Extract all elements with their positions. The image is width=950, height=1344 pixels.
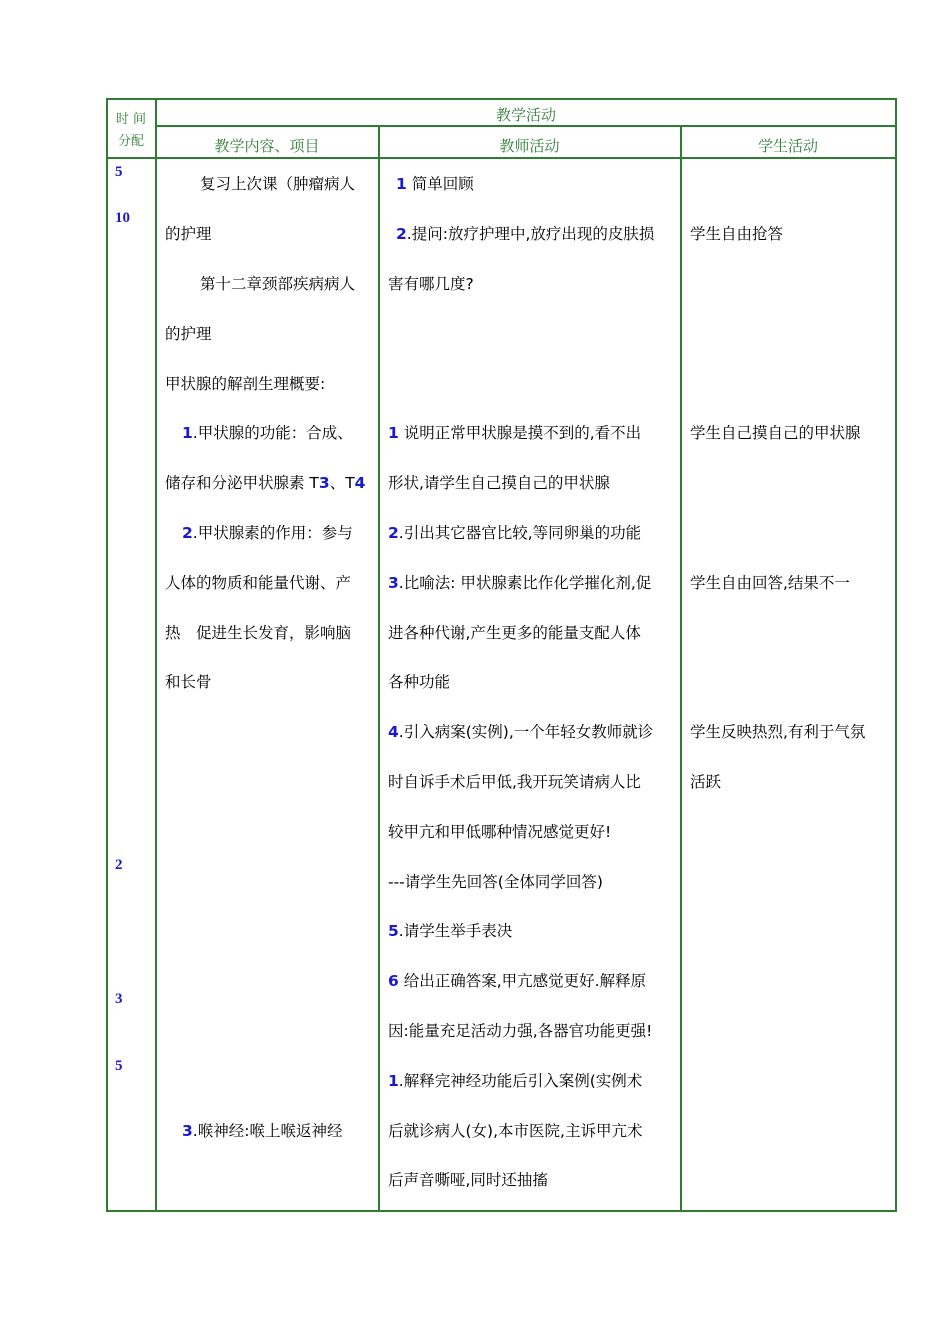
time-mark: 5: [115, 164, 123, 180]
teacher-line: ---请学生先回答(全体同学回答): [388, 873, 603, 891]
table-border-top: [106, 98, 897, 100]
time-mark: 5: [115, 1058, 123, 1074]
student-line: 活跃: [690, 773, 722, 791]
teacher-line: 1 说明正常甲状腺是摸不到的,看不出: [388, 424, 642, 442]
teacher-line: 1 简单回顾: [396, 175, 474, 193]
content-line: 人体的物质和能量代谢、产: [165, 574, 352, 592]
teacher-line: 形状,请学生自己摸自己的甲状腺: [388, 474, 610, 492]
content-line: 热 促进生长发育，影响脑: [165, 624, 352, 642]
teacher-line: 5.请学生举手表决: [388, 922, 513, 940]
content-line: 的护理: [165, 225, 212, 243]
time-header-line2: 分配: [117, 134, 144, 149]
teacher-line: 6 给出正确答案,甲亢感觉更好.解释原: [388, 972, 647, 990]
content-line: 的护理: [165, 325, 212, 343]
table-border-right: [895, 98, 897, 1212]
time-col-divider: [155, 98, 157, 1212]
teacher-line: 时自诉手术后甲低,我开玩笑请病人比: [388, 773, 641, 791]
content-line: 2.甲状腺素的作用：参与: [182, 524, 353, 542]
content-line: 甲状腺的解剖生理概要:: [165, 375, 326, 393]
time-header-line1: 时 间: [115, 112, 147, 127]
teacher-line: 各种功能: [388, 673, 451, 691]
student-line: 学生自由抢答: [690, 225, 784, 243]
teacher-line: 后就诊病人(女),本市医院,主诉甲亢术: [388, 1122, 643, 1140]
content-line: 和长骨: [165, 673, 212, 691]
header-bottom: [106, 157, 897, 159]
content-line: 第十二章颈部疾病病人: [200, 275, 356, 293]
student-col-header: 学生活动: [757, 137, 818, 155]
teacher-line: 2.提问:放疗护理中,放疗出现的皮肤损: [396, 225, 655, 243]
teacher-line: 1.解释完神经功能后引入案例(实例术: [388, 1072, 643, 1090]
teacher-line: 3.比喻法: 甲状腺素比作化学摧化剂,促: [388, 574, 652, 592]
time-mark: 3: [115, 991, 123, 1007]
header-divider: [156, 125, 897, 127]
content-col-divider: [378, 125, 380, 1212]
table-border-bottom: [106, 1210, 897, 1212]
student-line: 学生自由回答,结果不一: [690, 574, 850, 592]
table-border-left: [106, 98, 108, 1212]
content-line: 3.喉神经:喉上喉返神经: [182, 1122, 343, 1140]
teacher-line: 因:能量充足活动力强,各器官功能更强!: [388, 1022, 653, 1040]
teacher-col-header: 教师活动: [499, 137, 560, 155]
student-line: 学生反映热烈,有利于气氛: [690, 723, 866, 741]
teacher-line: 害有哪几度?: [388, 275, 474, 293]
content-line: 储存和分泌甲状腺素 T3、T4: [165, 474, 366, 492]
teacher-col-divider: [680, 125, 682, 1212]
teacher-line: 4.引入病案(实例),一个年轻女教师就诊: [388, 723, 654, 741]
content-col-header: 教学内容、项目: [214, 137, 320, 155]
time-mark: 10: [115, 210, 130, 226]
activity-header: 教学活动: [495, 106, 556, 124]
content-line: 复习上次课（肿瘤病人: [200, 175, 356, 193]
time-mark: 2: [115, 857, 123, 873]
teacher-line: 较甲亢和甲低哪种情况感觉更好!: [388, 823, 612, 841]
content-line: 1.甲状腺的功能：合成、: [182, 424, 353, 442]
teacher-line: 2.引出其它器官比较,等同卵巢的功能: [388, 524, 642, 542]
teacher-line: 进各种代谢,产生更多的能量支配人体: [388, 624, 641, 642]
teacher-line: 后声音嘶哑,同时还抽搐: [388, 1171, 548, 1189]
student-line: 学生自己摸自己的甲状腺: [690, 424, 861, 442]
